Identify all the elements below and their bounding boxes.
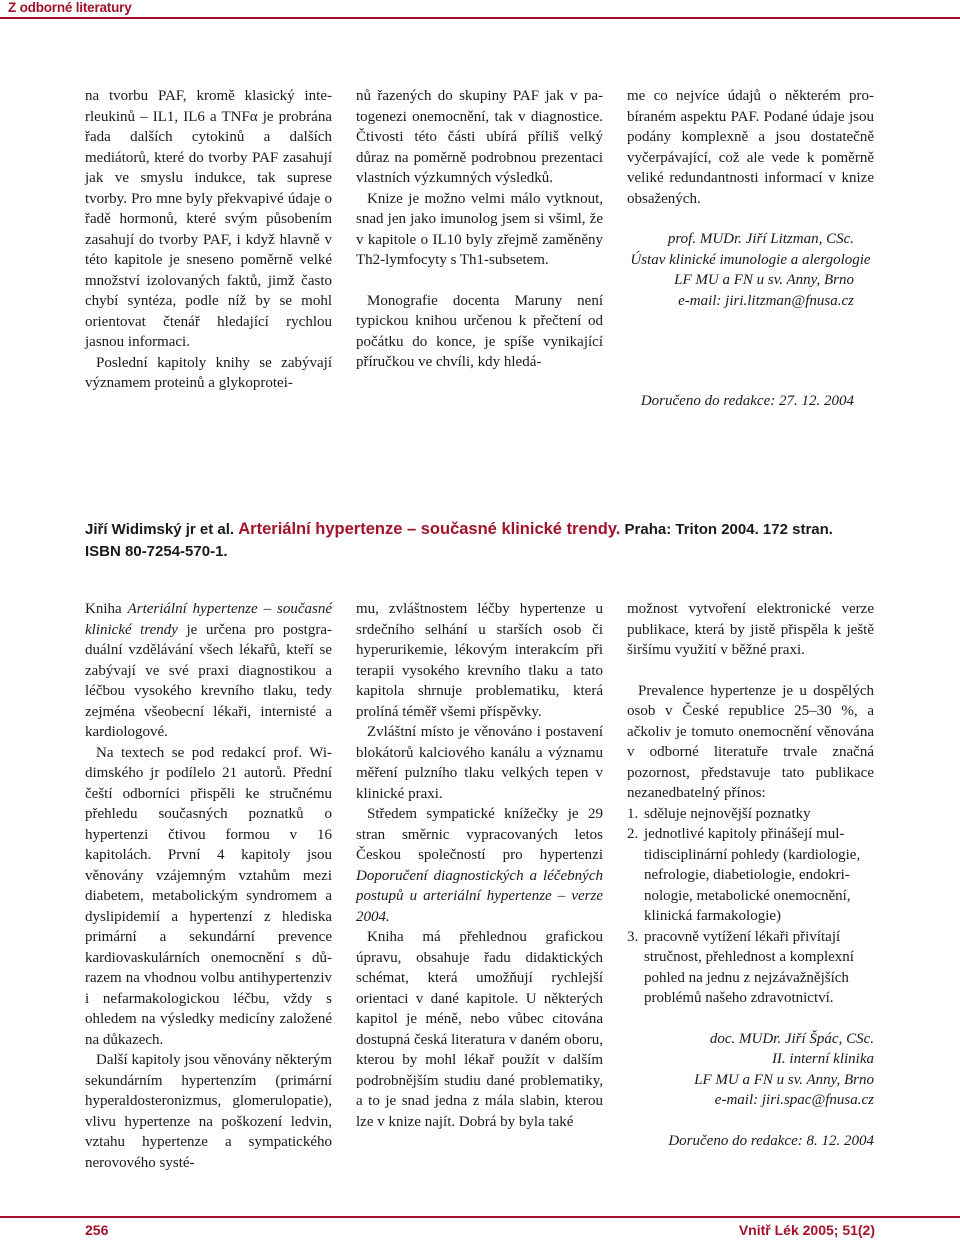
- list-item: 1. sděluje nejnovější poznatky: [627, 805, 811, 822]
- paragraph: Poslední kapitoly knihy se zabývají významem proteinů a glykoprotei-: [85, 354, 332, 391]
- reviewer-signature: [627, 229, 874, 311]
- paragraph: na tvorbu PAF, kromě klasický interleukinů – IL1, IL6 a TNFα je probrána řada dalších cytokinů a dalších mediátorů, které do tvorby PAF zasahují jak ve smyslu indukce, tak suprese tvorby. Pro mne byly překvapivé údaje o řadě hormonů, které svým působením zasahují do tvorby PAF, i když hlavně v této kapitole je sneseno poměrně velké množství izolovaných faktů, jimž často chybí syntéza, podle níž by se mohl orientovat čtenář hledající rychlou jasnou informaci.: [85, 88, 332, 350]
- section-title: Z odborné literatury: [0, 0, 140, 17]
- book-publisher: Praha: Triton 2004. 172 stran.: [624, 521, 833, 538]
- page-footer: [0, 1216, 960, 1244]
- paragraph: Kniha Arteriální hypertenze – současné klinické trendy je určena pro postgraduální vzdělávání všech lékařů, kteří se zabývají ve své praxi diagnostikou a léčbou vysokého krevního tlaku, tedy zejména všeobecní lékaři, internisté a kardiologové.: [85, 601, 332, 740]
- page-number: 256: [85, 1222, 109, 1238]
- received-date: Doručeno do redakce: 27. 12. 2004: [640, 393, 854, 409]
- review2-column-1: [85, 599, 332, 1173]
- paragraph: Knize je možno velmi málo vytknout, snad jen jako imunolog jsem si všiml, že v kapitole o IL10 byly zřejmě zaměněny Th2-lymfocyty s Th1-subsetem.: [356, 190, 603, 268]
- paragraph: Další kapitoly jsou věnovány některým sekundárním hypertenzím (primární hyperaldosteronizmus, glomerulopatie), vlivu hypertenze na poškození ledvin, vztahu hypertenze a sympatického nerovového systé-: [85, 1052, 332, 1171]
- reviewer-email: e-mail: jiri.litzman@fnusa.cz: [678, 292, 854, 309]
- reviewer-hospital: LF MU a FN u sv. Anny, Brno: [694, 1071, 874, 1088]
- reviewer-institution: Ústav klinické imunologie a alergologie: [630, 251, 871, 268]
- book-title: Arteriální hypertenze – současné klinické trendy.: [238, 520, 621, 538]
- benefit-list: [627, 804, 874, 1009]
- paragraph: me co nejvíce údajů o některém probíraném aspektu PAF. Podané údaje jsou podány komplexně a jsou dostatečně vyčerpávající, což ale vede k poměrně veliké redundantnosti informací v knize obsažených.: [627, 88, 874, 207]
- review1-column-2: [356, 86, 603, 373]
- paragraph: Zvláštní místo je věnováno i postavení blokátorů kalciového kanálu a významu měření pulzního tlaku velkých tepen v klinické praxi.: [356, 724, 603, 802]
- list-item: 3. pracovně vytížení lékaři přivítají stručnost, přehlednost a komplexní pohled na jednu z nejzávažnějších problémů našeho zdravotnictví.: [627, 928, 854, 1006]
- section-header: [0, 0, 960, 19]
- review1-column-3: [627, 86, 874, 412]
- reviewer-email: e-mail: jiri.spac@fnusa.cz: [714, 1092, 874, 1108]
- reviewer-signature: [627, 1029, 874, 1111]
- reviewer-hospital: LF MU a FN u sv. Anny, Brno: [674, 272, 854, 288]
- review2-column-3: [627, 599, 874, 1151]
- review2-column-2: [356, 599, 603, 1132]
- received-date: Doručeno do redakce: 8. 12. 2004: [668, 1132, 874, 1149]
- reviewer-department: II. interní klinika: [771, 1051, 874, 1067]
- list-item: 2. jednotlivé kapitoly přinášejí multidisciplinární pohledy (kardiologie, nefrologie, diabetiologie, endokrinologie, metabolické onemocnění, klinická farmakologie): [627, 826, 861, 924]
- book-authors: Jiří Widimský jr et al.: [85, 521, 235, 538]
- paragraph: nů řazených do skupiny PAF jak v patogenezi onemocnění, tak v diagnostice. Čtivosti této části ubírá příliš velký důraz na poměrně podrobnou prezentaci vlastních výzkumných výsledků.: [356, 88, 603, 186]
- paragraph: Na textech se pod redakcí prof. Widimského jr podílelo 21 autorů. Přední čeští odborníci přispěli ke stručnému přehledu současných poznatků o hypertenzi čtivou formou v 16 kapitolách. První 4 kapitoly jsou věnovány vzájemným vztahům mezi diabetem, metabolickým syndromem a dyslipidemií a hypertenzí z hlediska primární a sekundární prevence kardiovaskulárních onemocnění s důrazem na vhodnou volbu antihypertenziv i nefarmakologickou léčbu, vždy s ohledem na výsledky medicíny založené na důkazech.: [85, 744, 332, 1048]
- paragraph: Prevalence hypertenze je u dospělých osob v České republice 25–30 %, a ačkoliv je tomuto onemocnění věnována v odborné literatuře trvale značná pozornost, představuje tato publikace nezanedbatelný přínos:: [627, 682, 874, 801]
- paragraph: možnost vytvoření elektronické verze publikace, která by jistě přispěla k ještě širšímu využití v běžné praxi.: [627, 601, 874, 658]
- paragraph: Monografie docenta Maruny není typickou knihou určenou k přečtení od počátku do konce, je spíše vynikající příručkou ve chvíli, kdy hledá-: [356, 292, 603, 370]
- paragraph: Kniha má přehlednou grafickou úpravu, obsahuje řadu didaktických schémat, která umožňují rychlejší orientaci v dané kapitole. U některých kapitol je méně, nebo vůbec citována dostupná česká literatura v daném oboru, kterou by mohl lékař použít v dalším podrobnějším studiu dané problematiky, a to je snad jedna z mála slabin, kterou lze v knize najít. Dobrá by byla také: [356, 929, 603, 1130]
- paragraph: mu, zvláštnostem léčby hypertenze u srdečního selhání u starších osob či hyperurikemie, lékovým interakcím při terapii vysokého krevního tlaku a tato kapitola shrnuje problematiku, která prolíná téměř všemi příspěvky.: [356, 601, 603, 720]
- book-heading: [85, 518, 885, 563]
- review1-column-1: [85, 86, 332, 394]
- paragraph: Středem sympatické knížečky je 29 stran směrnic vypracovaných letos Českou společností pro hypertenzi Doporučení diagnostických a léčebných postupů u arteriální hypertenze – verze 2004.: [356, 806, 603, 925]
- reviewer-name: prof. MUDr. Jiří Litzman, CSc.: [667, 231, 854, 247]
- reviewer-name: doc. MUDr. Jiří Špác, CSc.: [709, 1030, 874, 1047]
- journal-citation: Vnitř Lék 2005; 51(2): [738, 1222, 875, 1238]
- book-isbn: ISBN 80-7254-570-1.: [85, 543, 228, 560]
